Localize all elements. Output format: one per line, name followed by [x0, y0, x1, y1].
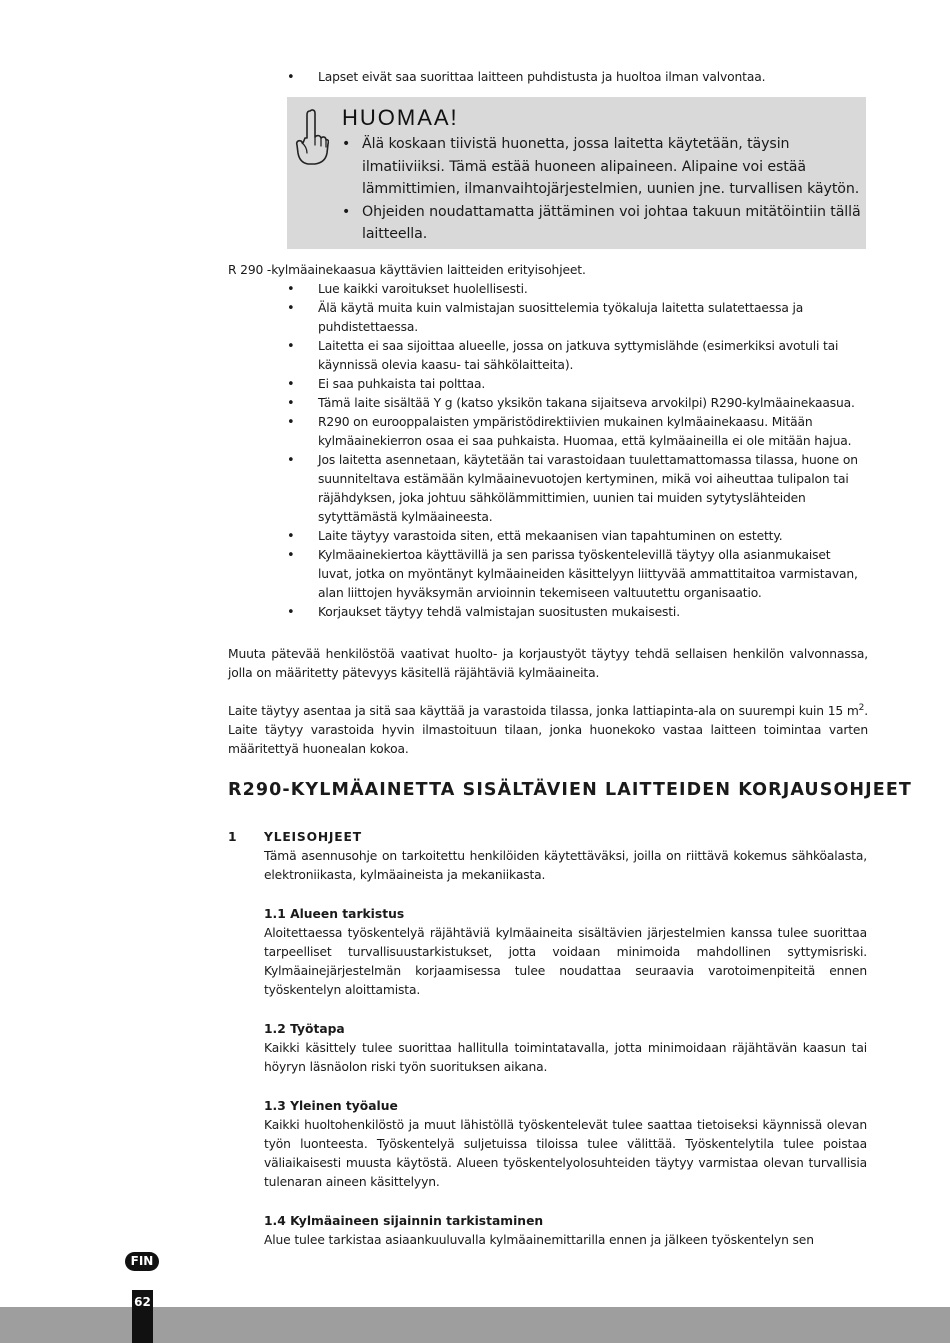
- list-item: • Älä käytä muita kuin valmistajan suosittelemia työkaluja laitetta sulatettaessa ja puhdistettaessa.: [318, 299, 868, 337]
- language-badge: FIN: [125, 1252, 159, 1271]
- subsection-general: [264, 828, 867, 885]
- list-item: • Laite täytyy varastoida siten, että mekaanisen vian tapahtuminen on estetty.: [318, 527, 868, 546]
- top-bullet-list: [318, 68, 878, 87]
- list-item: • Kylmäainekiertoa käyttävillä ja sen parissa työskentelevillä täytyy olla asianmukaiset luvat, jotka on myöntänyt kylmäaineiden käsittelyyn liittyvää ammattitaitoa varmistavan, alan liittojen hyväksymän arvioinnin tekemiseen valtuutettu organisaatio.: [318, 546, 868, 603]
- paragraph-text: . Laite täytyy varastoida hyvin ilmastoituun tilaan, jonka huonekoko vastaa laitteen toimintaa varten määritettyä huonealan kokoa.: [228, 704, 868, 756]
- list-item: • Älä koskaan tiivistä huonetta, jossa laitetta käytetään, täysin ilmatiiviiksi. Tämä estää huoneen alipaineen. Alipaine voi estää lämmittimien, ilmanvaihtojärjestelmien, uunien jne. turvallisen käytön.: [362, 133, 862, 201]
- list-item: • R290 on eurooppalaisten ympäristödirektiivien mukainen kylmäainekaasu. Mitään kylmäainekierron osaa ei saa puhkaista. Huomaa, että kylmäaineilla ei ole mitään hajua.: [318, 413, 868, 451]
- subsection-refrigerant-check: [264, 1212, 867, 1250]
- list-item: • Ohjeiden noudattamatta jättäminen voi johtaa takuun mitätöintiin tällä laitteella.: [362, 201, 862, 246]
- paragraph-room-size: [228, 702, 868, 759]
- subsection-heading: 1.2 Työtapa: [264, 1022, 345, 1036]
- list-item: • Ei saa puhkaista tai polttaa.: [318, 375, 868, 394]
- subsection-work-method: [264, 1020, 867, 1077]
- subsection-heading: YLEISOHJEET: [264, 830, 362, 844]
- paragraph-text: Laite täytyy asentaa ja sitä saa käyttää ja varastoida tilassa, jonka lattiapinta-ala on suurempi kuin 15 m: [228, 704, 859, 718]
- list-item: • Lapset eivät saa suorittaa laitteen puhdistusta ja huoltoa ilman valvontaa.: [318, 68, 878, 87]
- list-item: • Lue kaikki varoitukset huolellisesti.: [318, 280, 868, 299]
- list-item: • Jos laitetta asennetaan, käytetään tai varastoidaan tuulettamattomassa tilassa, huone on suunniteltava estämään kylmäainevuotojen kertyminen, mikä voi aiheuttaa tulipalon tai räjähdyksen, joka johtuu sähkölämmittimien, uunien tai muiden sytytyslähteiden sytyttämästä kylmäaineesta.: [318, 451, 868, 527]
- subsection-text: Kaikki huoltohenkilöstö ja muut lähistöllä työskentelevät tulee saattaa tietoiseksi käynnissä olevan työn luonteesta. Työskentelyä suljetuissa tiloissa tulee välittää. Työskentelytila tulee poistaa väliaikaisesti muusta käytöstä. Alueen työskentelyolosuhteiden täytyy varmistaa olevan turvallisia tulenaran aineen käsittelyyn.: [264, 1118, 867, 1189]
- r290-instructions-list: [318, 280, 868, 622]
- subsection-text: Kaikki käsittely tulee suorittaa hallitulla toimintatavalla, jotta minimoidaan räjähtävän kaasun tai höyryn läsnäolon riski työn suorituksen aikana.: [264, 1041, 867, 1074]
- list-item: • Laitetta ei saa sijoittaa alueelle, jossa on jatkuva syttymislähde (esimerkiksi avotuli tai käynnissä olevia kaasu- tai sähkölaitteita).: [318, 337, 868, 375]
- list-item: • Korjaukset täytyy tehdä valmistajan suositusten mukaisesti.: [318, 603, 868, 622]
- subsection-work-area: [264, 1097, 867, 1192]
- subsection-area-check: [264, 905, 867, 1000]
- notice-title: HUOMAA!: [342, 105, 459, 130]
- notice-box: [287, 97, 866, 249]
- subsection-heading: 1.3 Yleinen työalue: [264, 1099, 398, 1113]
- subsection-heading: 1.4 Kylmäaineen sijainnin tarkistaminen: [264, 1214, 544, 1228]
- list-item: • Tämä laite sisältää Y g (katso yksikön takana sijaitseva arvokilpi) R290-kylmäainekaasua.: [318, 394, 868, 413]
- superscript: 2: [858, 703, 865, 713]
- subsection-text: Aloitettaessa työskentelyä räjähtäviä kylmäaineita sisältävien järjestelmien kanssa tulee suorittaa tarpeelliset turvallisuustarkistukset, jotta voidaan minimoida mahdollinen syttymisriski. Kylmäainejärjestelmän korjaamisessa tulee noudattaa seuraavia varotoimenpiteitä ennen työskentelyn aloittamista.: [264, 926, 867, 997]
- page-number: 62: [132, 1290, 153, 1343]
- subsection-text: Tämä asennusohje on tarkoitettu henkilöiden käytettäväksi, joilla on riittävä kokemus sähköalasta, elektroniikasta, kylmäaineista ja mekaniikasta.: [264, 849, 867, 882]
- paragraph-qualified-personnel: Muuta pätevää henkilöstöä vaativat huolto- ja korjaustyöt täytyy tehdä sellaisen henkilön valvonnassa, jolla on määritetty pätevyys käsitellä räjähtäviä kylmäaineita.: [228, 647, 868, 680]
- section-title: R290-KYLMÄAINETTA SISÄLTÄVIEN LAITTEIDEN KORJAUSOHJEET: [228, 780, 912, 800]
- notice-list: [362, 133, 862, 246]
- section-number: 1: [228, 830, 237, 844]
- r290-intro: R 290 -kylmäainekaasua käyttävien laitteiden erityisohjeet.: [228, 263, 586, 277]
- subsection-text: Alue tulee tarkistaa asiaankuuluvalla kylmäainemittarilla ennen ja jälkeen työskentelyn sen: [264, 1233, 814, 1247]
- pointing-hand-icon: [293, 107, 329, 169]
- subsection-heading: 1.1 Alueen tarkistus: [264, 907, 405, 921]
